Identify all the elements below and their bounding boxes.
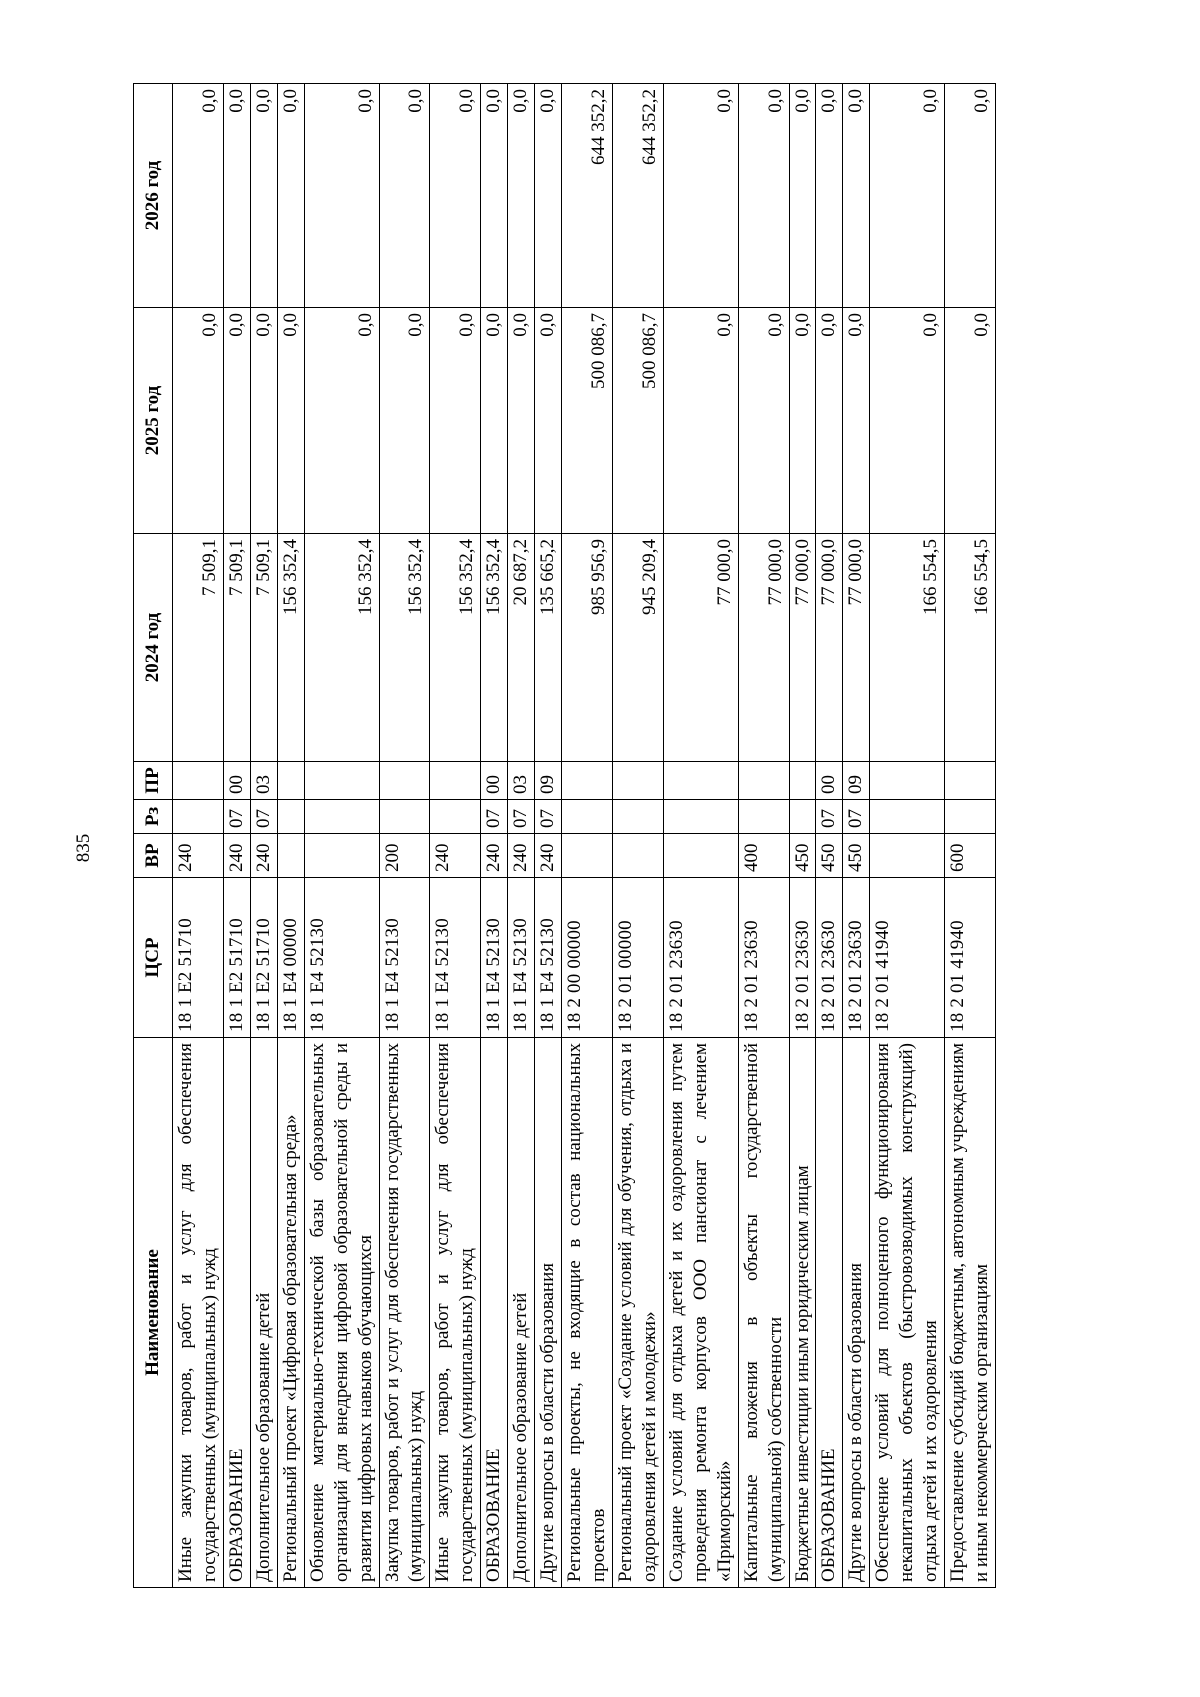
cell-pr: 09 [535, 762, 562, 800]
cell-rz: 07 [481, 800, 508, 834]
cell-2025: 0,0 [738, 308, 789, 534]
cell-name: Иные закупки товаров, работ и услуг для обеспечения государственных (муниципальных) нужд [173, 1038, 224, 1588]
cell-csr: 18 1 Е4 52130 [430, 878, 481, 1038]
cell-csr: 18 1 Е4 52130 [379, 878, 430, 1038]
cell-2025: 0,0 [430, 308, 481, 534]
table-row [870, 84, 945, 1588]
cell-csr: 18 2 01 23630 [843, 878, 870, 1038]
table-row [481, 84, 508, 1588]
cell-2026: 644 352,2 [562, 84, 613, 308]
cell-csr: 18 1 Е4 52130 [304, 878, 379, 1038]
cell-2024: 77 000,0 [738, 534, 789, 762]
cell-2025: 0,0 [508, 308, 535, 534]
cell-rz [173, 800, 224, 834]
cell-vr: 240 [250, 834, 277, 878]
cell-name: ОБРАЗОВАНИЕ [481, 1038, 508, 1588]
cell-2026: 0,0 [789, 84, 816, 308]
cell-vr: 200 [379, 834, 430, 878]
cell-2025: 0,0 [663, 308, 738, 534]
cell-csr: 18 2 01 41940 [945, 878, 996, 1038]
cell-name: Создание условий для отдыха детей и их оздоровления путем проведения ремонта корпусов ООО пансионат с лечением «Приморский» [663, 1038, 738, 1588]
cell-csr: 18 2 01 41940 [870, 878, 945, 1038]
cell-2024: 156 352,4 [379, 534, 430, 762]
cell-2024: 77 000,0 [663, 534, 738, 762]
cell-csr: 18 2 00 00000 [562, 878, 613, 1038]
cell-csr: 18 1 Е4 00000 [277, 878, 304, 1038]
cell-2025: 500 086,7 [562, 308, 613, 534]
cell-2026: 0,0 [816, 84, 843, 308]
cell-name: Другие вопросы в области образования [535, 1038, 562, 1588]
cell-2026: 0,0 [535, 84, 562, 308]
cell-rz [612, 800, 663, 834]
cell-name: Закупка товаров, работ и услуг для обеспечения государственных (муниципальных) нужд [379, 1038, 430, 1588]
cell-name: Иные закупки товаров, работ и услуг для обеспечения государственных (муниципальных) нужд [430, 1038, 481, 1588]
cell-csr: 18 1 Е4 52130 [481, 878, 508, 1038]
cell-name: Региональный проект «Создание условий для обучения, отдыха и оздоровления детей и молодежи» [612, 1038, 663, 1588]
table-row [535, 84, 562, 1588]
table-row [843, 84, 870, 1588]
table-row [173, 84, 224, 1588]
cell-2024: 166 554,5 [870, 534, 945, 762]
cell-rz: 07 [535, 800, 562, 834]
cell-2025: 0,0 [173, 308, 224, 534]
cell-pr [430, 762, 481, 800]
cell-2026: 0,0 [481, 84, 508, 308]
cell-2025: 0,0 [843, 308, 870, 534]
cell-name: Региональный проект «Цифровая образовательная среда» [277, 1038, 304, 1588]
cell-pr [738, 762, 789, 800]
cell-2025: 0,0 [535, 308, 562, 534]
cell-rz: 07 [843, 800, 870, 834]
cell-2024: 77 000,0 [789, 534, 816, 762]
header-csr: ЦСР [134, 878, 173, 1038]
cell-name: Бюджетные инвестиции иным юридическим лицам [789, 1038, 816, 1588]
cell-2026: 0,0 [663, 84, 738, 308]
cell-csr: 18 2 01 23630 [816, 878, 843, 1038]
cell-name: Обновление материально-технической базы образовательных организаций для внедрения цифровой образовательной среды и развития цифровых навыков обучающихся [304, 1038, 379, 1588]
cell-2024: 77 000,0 [843, 534, 870, 762]
table-header-row [134, 84, 173, 1588]
cell-vr: 240 [535, 834, 562, 878]
cell-name: ОБРАЗОВАНИЕ [816, 1038, 843, 1588]
cell-2024: 985 956,9 [562, 534, 613, 762]
cell-vr [870, 834, 945, 878]
table-row [379, 84, 430, 1588]
cell-pr [173, 762, 224, 800]
cell-2026: 644 352,2 [612, 84, 663, 308]
header-rz: Рз [134, 800, 173, 834]
table-row [945, 84, 996, 1588]
cell-rz [738, 800, 789, 834]
cell-rz [379, 800, 430, 834]
table-row [223, 84, 250, 1588]
cell-rz [562, 800, 613, 834]
cell-name: Другие вопросы в области образования [843, 1038, 870, 1588]
cell-2026: 0,0 [250, 84, 277, 308]
cell-name: Обеспечение условий для полноценного функционирования некапитальных объектов (быстровозводимых конструкций) отдыха детей и их оздоровления [870, 1038, 945, 1588]
cell-vr: 600 [945, 834, 996, 878]
cell-2024: 945 209,4 [612, 534, 663, 762]
cell-rz: 07 [816, 800, 843, 834]
cell-csr: 18 1 Е2 51710 [173, 878, 224, 1038]
cell-vr [663, 834, 738, 878]
cell-2026: 0,0 [277, 84, 304, 308]
cell-name: Дополнительное образование детей [508, 1038, 535, 1588]
cell-rz [663, 800, 738, 834]
cell-csr: 18 1 Е2 51710 [223, 878, 250, 1038]
cell-2026: 0,0 [379, 84, 430, 308]
cell-vr: 240 [430, 834, 481, 878]
table-row [562, 84, 613, 1588]
table-row [430, 84, 481, 1588]
cell-vr: 240 [223, 834, 250, 878]
cell-csr: 18 1 Е2 51710 [250, 878, 277, 1038]
cell-2024: 7 509,1 [250, 534, 277, 762]
cell-csr: 18 2 01 23630 [738, 878, 789, 1038]
cell-2026: 0,0 [738, 84, 789, 308]
cell-2025: 0,0 [789, 308, 816, 534]
header-vr: ВР [134, 834, 173, 878]
table-row [277, 84, 304, 1588]
cell-name: ОБРАЗОВАНИЕ [223, 1038, 250, 1588]
cell-pr: 03 [250, 762, 277, 800]
cell-rz [277, 800, 304, 834]
cell-vr [277, 834, 304, 878]
cell-2025: 0,0 [250, 308, 277, 534]
table-row [789, 84, 816, 1588]
cell-vr [562, 834, 613, 878]
cell-pr [562, 762, 613, 800]
header-2025: 2025 год [134, 308, 173, 534]
cell-pr [304, 762, 379, 800]
cell-rz: 07 [223, 800, 250, 834]
table-row [250, 84, 277, 1588]
cell-2025: 0,0 [481, 308, 508, 534]
cell-2026: 0,0 [173, 84, 224, 308]
cell-2026: 0,0 [945, 84, 996, 308]
cell-vr: 400 [738, 834, 789, 878]
cell-2024: 156 352,4 [430, 534, 481, 762]
header-2026: 2026 год [134, 84, 173, 308]
cell-rz: 07 [508, 800, 535, 834]
table-row [304, 84, 379, 1588]
cell-name: Дополнительное образование детей [250, 1038, 277, 1588]
cell-pr [870, 762, 945, 800]
cell-rz [430, 800, 481, 834]
cell-2024: 7 509,1 [173, 534, 224, 762]
cell-2024: 166 554,5 [945, 534, 996, 762]
table-row [663, 84, 738, 1588]
cell-2026: 0,0 [870, 84, 945, 308]
cell-pr: 00 [816, 762, 843, 800]
table-row [612, 84, 663, 1588]
cell-name: Региональные проекты, не входящие в состав национальных проектов [562, 1038, 613, 1588]
cell-name: Капитальные вложения в объекты государственной (муниципальной) собственности [738, 1038, 789, 1588]
cell-vr: 450 [789, 834, 816, 878]
cell-vr: 240 [481, 834, 508, 878]
cell-csr: 18 1 Е4 52130 [535, 878, 562, 1038]
cell-pr [945, 762, 996, 800]
cell-pr: 03 [508, 762, 535, 800]
cell-pr: 00 [223, 762, 250, 800]
cell-rz [870, 800, 945, 834]
table-row [816, 84, 843, 1588]
cell-vr: 240 [173, 834, 224, 878]
cell-2025: 0,0 [223, 308, 250, 534]
cell-2026: 0,0 [430, 84, 481, 308]
cell-2025: 0,0 [379, 308, 430, 534]
cell-2024: 77 000,0 [816, 534, 843, 762]
cell-2026: 0,0 [223, 84, 250, 308]
header-pr: ПР [134, 762, 173, 800]
cell-csr: 18 2 01 23630 [789, 878, 816, 1038]
cell-pr [612, 762, 663, 800]
cell-vr: 240 [508, 834, 535, 878]
rotated-table-container [133, 84, 1069, 1588]
table-body [173, 84, 996, 1588]
cell-name: Предоставление субсидий бюджетным, автономным учреждениям и иным некоммерческим организациям [945, 1038, 996, 1588]
cell-2024: 135 665,2 [535, 534, 562, 762]
cell-2026: 0,0 [843, 84, 870, 308]
table-row [738, 84, 789, 1588]
cell-pr: 09 [843, 762, 870, 800]
cell-pr [277, 762, 304, 800]
cell-2024: 7 509,1 [223, 534, 250, 762]
cell-csr: 18 1 Е4 52130 [508, 878, 535, 1038]
cell-rz [304, 800, 379, 834]
cell-vr [304, 834, 379, 878]
cell-2024: 156 352,4 [481, 534, 508, 762]
budget-table [133, 83, 996, 1588]
cell-rz [789, 800, 816, 834]
page-number: 835 [73, 833, 94, 863]
cell-2026: 0,0 [508, 84, 535, 308]
cell-2025: 0,0 [277, 308, 304, 534]
cell-csr: 18 2 01 23630 [663, 878, 738, 1038]
cell-pr [789, 762, 816, 800]
cell-2024: 156 352,4 [304, 534, 379, 762]
table-row [508, 84, 535, 1588]
cell-rz [945, 800, 996, 834]
cell-rz: 07 [250, 800, 277, 834]
cell-2024: 20 687,2 [508, 534, 535, 762]
cell-2026: 0,0 [304, 84, 379, 308]
cell-2025: 0,0 [816, 308, 843, 534]
cell-2025: 500 086,7 [612, 308, 663, 534]
cell-vr: 450 [843, 834, 870, 878]
header-2024: 2024 год [134, 534, 173, 762]
cell-pr: 00 [481, 762, 508, 800]
cell-pr [663, 762, 738, 800]
header-name: Наименование [134, 1038, 173, 1588]
cell-vr [612, 834, 663, 878]
cell-2025: 0,0 [304, 308, 379, 534]
cell-2025: 0,0 [870, 308, 945, 534]
cell-csr: 18 2 01 00000 [612, 878, 663, 1038]
cell-vr: 450 [816, 834, 843, 878]
cell-pr [379, 762, 430, 800]
cell-2025: 0,0 [945, 308, 996, 534]
cell-2024: 156 352,4 [277, 534, 304, 762]
